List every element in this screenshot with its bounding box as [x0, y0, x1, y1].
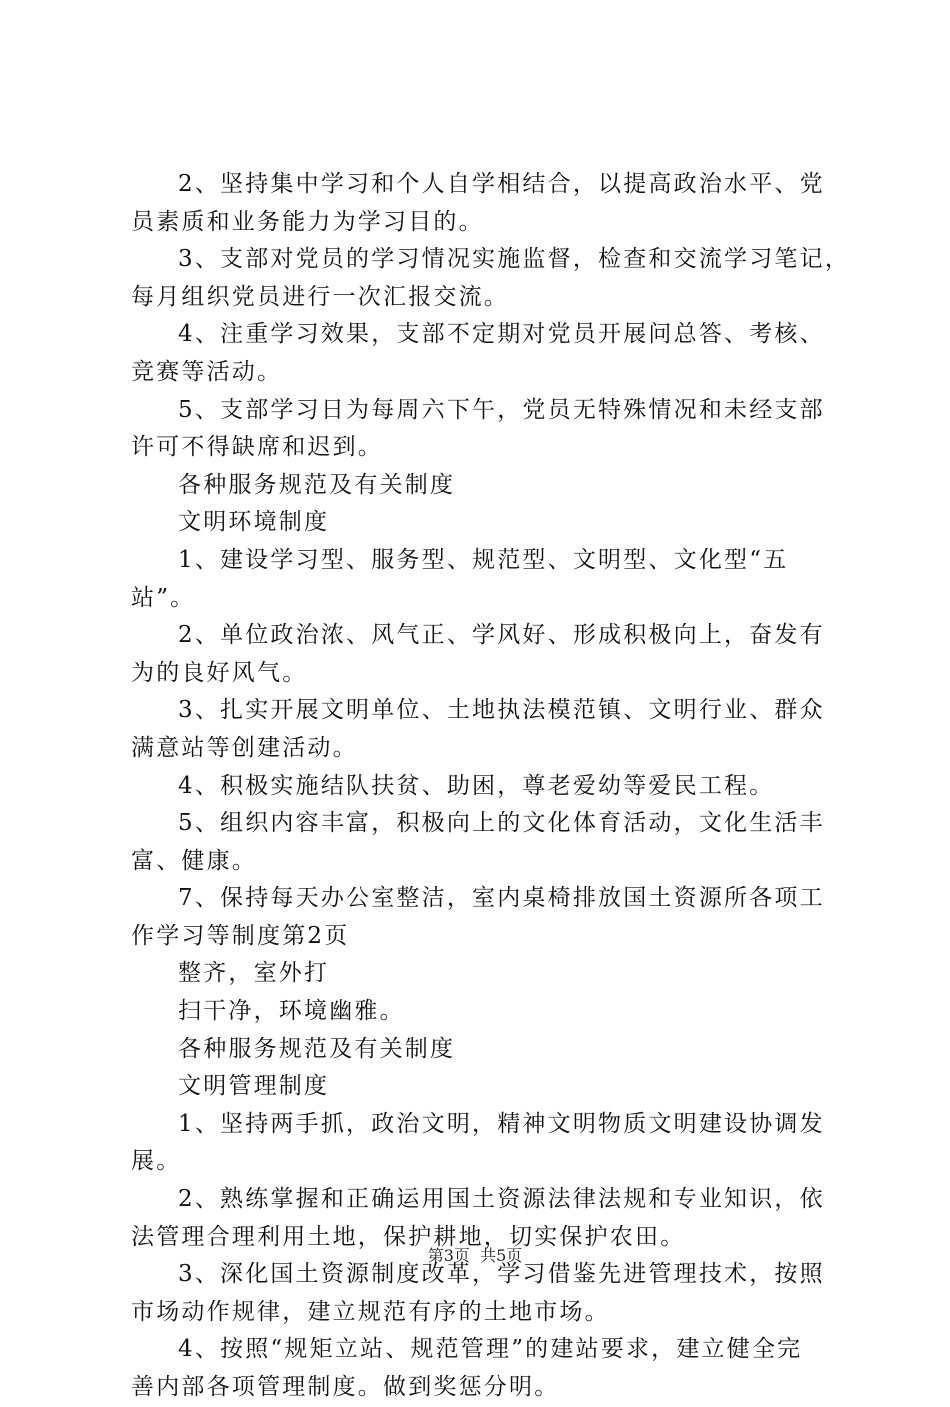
text-line: 满意站等创建活动。	[131, 734, 358, 761]
text-line: 整齐，室外打	[178, 960, 330, 987]
page-footer: 第3页 共5页	[427, 1246, 523, 1265]
text-line: 4、按照“规矩立站、规范管理”的建站要求，建立健全完	[178, 1336, 803, 1363]
text-line: 各种服务规范及有关制度	[178, 1035, 456, 1062]
text-line: 许可不得缺席和迟到。	[131, 434, 383, 461]
text-line: 3、扎实开展文明单位、土地执法模范镇、文明行业、群众	[178, 697, 825, 724]
text-line: 为的良好风气。	[131, 659, 308, 686]
text-line: 1、坚持两手抓，政治文明，精神文明物质文明建设协调发	[178, 1110, 825, 1137]
text-line: 善内部各项管理制度。做到奖惩分明。	[131, 1374, 560, 1400]
text-line: 2、单位政治浓、风气正、学风好、形成积极向上，奋发有	[178, 622, 825, 649]
text-line: 2、熟练掌握和正确运用国土资源法律法规和专业知识，依	[178, 1186, 825, 1213]
text-line: 站”。	[131, 584, 196, 611]
text-line: 3、深化国土资源制度改革，学习借鉴先进管理技术，按照	[178, 1261, 825, 1288]
text-line: 扫干净，环境幽雅。	[178, 998, 405, 1025]
text-line: 4、积极实施结队扶贫、助困，尊老爱幼等爱民工程。	[178, 772, 775, 799]
text-line: 4、注重学习效果，支部不定期对党员开展问总答、考核、	[178, 321, 825, 348]
document-body	[131, 166, 851, 1407]
text-line: 作学习等制度第2页	[131, 922, 350, 949]
text-line: 市场动作规律，建立规范有序的土地市场。	[131, 1298, 610, 1325]
text-line: 7、保持每天办公室整洁，室内桌椅排放国土资源所各项工	[178, 885, 825, 912]
text-line: 2、坚持集中学习和个人自学相结合，以提高政治水平、党	[178, 171, 825, 197]
text-line: 员素质和业务能力为学习目的。	[131, 208, 484, 235]
text-line: 每月组织党员进行一次汇报交流。	[131, 283, 509, 310]
text-line: 5、组织内容丰富，积极向上的文化体育活动，文化生活丰	[178, 810, 825, 837]
text-line: 法管理合理利用土地，保护耕地，切实保护农田。	[131, 1223, 686, 1250]
text-line: 竞赛等活动。	[131, 358, 283, 385]
text-line: 富、健康。	[131, 847, 257, 874]
text-line: 3、支部对党员的学习情况实施监督，检查和交流学习笔记，	[178, 246, 851, 273]
text-line: 5、支部学习日为每周六下午，党员无特殊情况和未经支部	[178, 396, 825, 423]
text-line: 各种服务规范及有关制度	[178, 471, 456, 498]
text-line: 文明管理制度	[178, 1073, 330, 1100]
text-line: 文明环境制度	[178, 509, 330, 536]
text-line: 展。	[131, 1148, 182, 1175]
text-line: 1、建设学习型、服务型、规范型、文明型、文化型“五	[178, 546, 789, 573]
